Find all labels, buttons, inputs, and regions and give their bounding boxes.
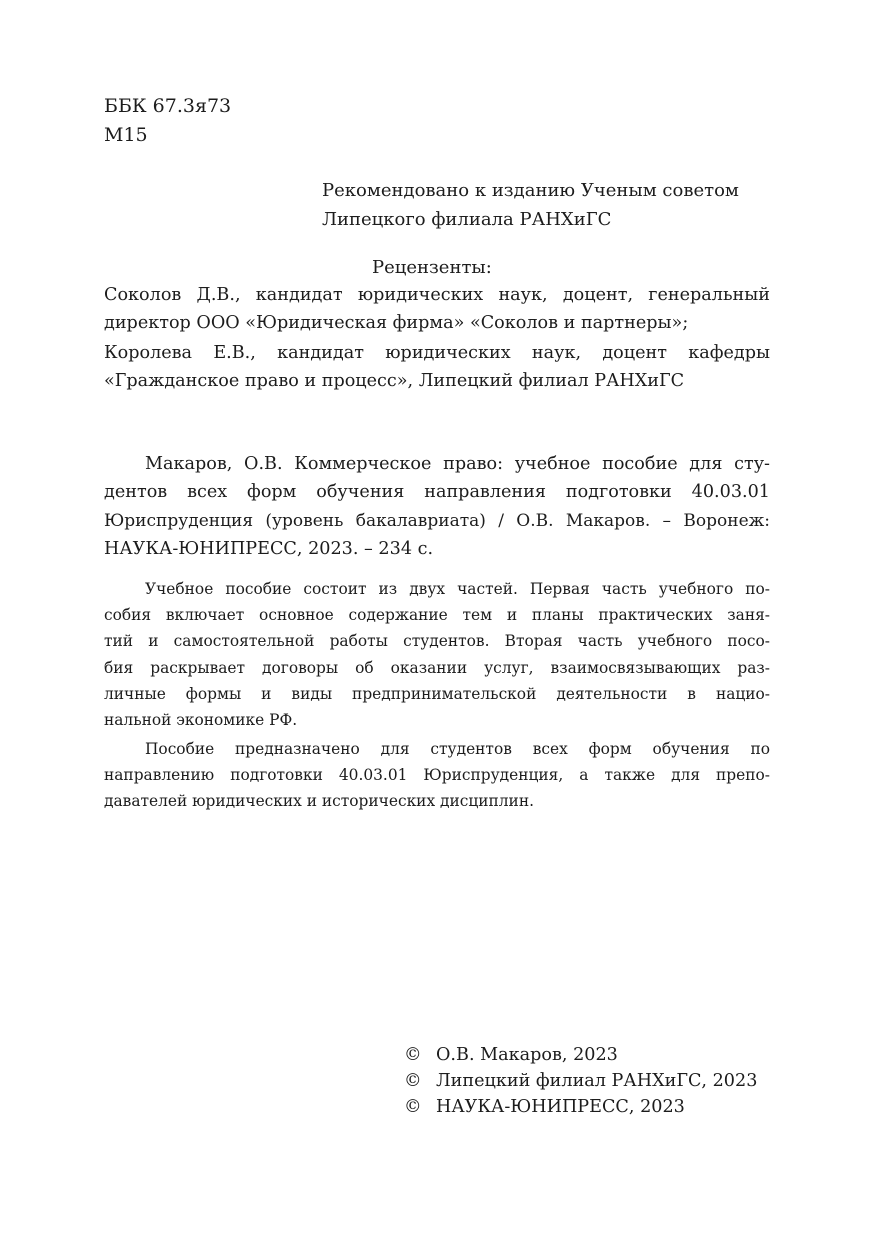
annotation-line: собия включает основное содержание тем и планы практических заня- bbox=[104, 606, 770, 624]
annotation-line: бия раскрывает договоры об оказании услуг, взаимосвязывающих раз- bbox=[104, 659, 770, 677]
recommendation-line: Липецкого филиала РАНХиГС bbox=[322, 209, 612, 230]
copyright-text: О.В. Макаров, 2023 bbox=[436, 1045, 618, 1065]
reviewers-heading: Рецензенты: bbox=[372, 257, 492, 278]
annotation-line: давателей юридических и исторических дисциплин. bbox=[104, 792, 534, 810]
copyright-icon: © bbox=[404, 1097, 422, 1117]
annotation-line: личные формы и виды предпринимательской деятельности в нацио- bbox=[104, 685, 770, 703]
citation-line: НАУКА-ЮНИПРЕСС, 2023. – 234 с. bbox=[104, 539, 434, 559]
reviewer-line: Королева Е.В., кандидат юридических наук, доцент кафедры bbox=[104, 343, 770, 363]
reviewer-line: директор ООО «Юридическая фирма» «Соколов и партнеры»; bbox=[104, 313, 689, 333]
copyright-text: Липецкий филиал РАНХиГС, 2023 bbox=[436, 1071, 758, 1091]
annotation-line: Пособие предназначено для студентов всех форм обучения по bbox=[145, 740, 770, 758]
author-mark: М15 bbox=[104, 124, 148, 146]
annotation-line: тий и самостоятельной работы студентов. Вторая часть учебного посо- bbox=[104, 632, 770, 650]
copyright-entry bbox=[404, 1094, 685, 1120]
copyright-icon: © bbox=[404, 1071, 422, 1091]
copyright-text: НАУКА-ЮНИПРЕСС, 2023 bbox=[436, 1097, 685, 1117]
citation-line: дентов всех форм обучения направления подготовки 40.03.01 bbox=[104, 482, 770, 502]
reviewer-line: «Гражданское право и процесс», Липецкий филиал РАНХиГС bbox=[104, 371, 685, 391]
annotation-line: направлению подготовки 40.03.01 Юриспруденция, а также для препо- bbox=[104, 766, 770, 784]
citation-line: Макаров, О.В. Коммерческое право: учебное пособие для сту- bbox=[145, 454, 770, 474]
annotation-line: нальной экономике РФ. bbox=[104, 711, 298, 729]
recommendation-line: Рекомендовано к изданию Ученым советом bbox=[322, 180, 739, 201]
reviewer-line: Соколов Д.В., кандидат юридических наук, доцент, генеральный bbox=[104, 285, 770, 305]
copyright-icon: © bbox=[404, 1045, 422, 1065]
bbk-code: ББК 67.3я73 bbox=[104, 95, 232, 117]
copyright-entry bbox=[404, 1042, 618, 1068]
copyright-entry bbox=[404, 1068, 757, 1094]
annotation-line: Учебное пособие состоит из двух частей. Первая часть учебного по- bbox=[145, 580, 770, 598]
citation-line: Юриспруденция (уровень бакалавриата) / О.В. Макаров. – Воронеж: bbox=[104, 511, 770, 531]
